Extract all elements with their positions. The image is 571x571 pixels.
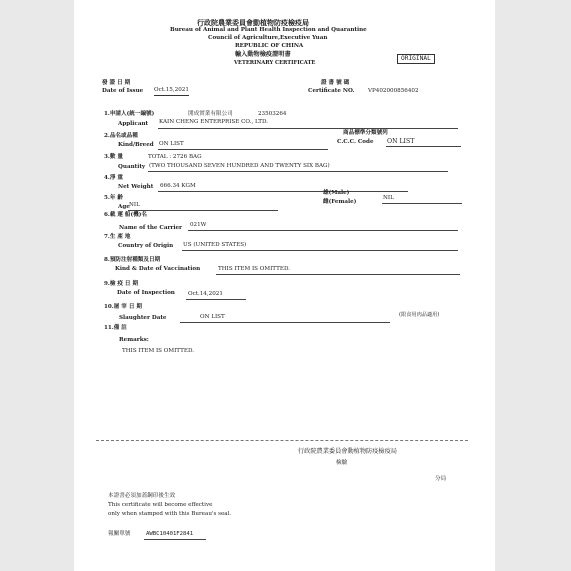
weight-underline	[158, 191, 408, 192]
slaughter-underline	[180, 322, 390, 323]
weight-value: 666.34 KGM	[160, 183, 196, 189]
footer-branch: 分局	[435, 476, 447, 482]
remarks-label-en: Remarks:	[119, 337, 149, 343]
declaration-number: AWBC10401F2841	[146, 531, 194, 537]
quantity-words: (TWO THOUSAND SEVEN HUNDRED AND TWENTY SIX BAG)	[149, 163, 330, 169]
age-underline	[128, 210, 278, 211]
footer-bureau-zh: 行政院農業委員會動植物防疫檢疫局	[298, 448, 397, 455]
kind-label-en: Kind/Breed	[118, 142, 154, 148]
quantity-label-zh: 3.數 量	[104, 154, 123, 160]
kind-value: ON LIST	[159, 141, 184, 147]
kind-underline	[158, 149, 328, 150]
certificate-title-en: VETERINARY CERTIFICATE	[234, 60, 316, 66]
weight-label-en: Net Weight	[118, 184, 154, 190]
ccc-label-zh: 商品標準分類號列	[343, 130, 388, 136]
applicant-id: 23503264	[258, 111, 287, 117]
inspection-label-en: Date of Inspection	[117, 290, 175, 296]
ccc-label-en: C.C.C. Code	[337, 139, 374, 145]
issue-date-label-en: Date of Issue	[102, 88, 144, 94]
origin-label-zh: 7.生 產 地	[104, 234, 131, 240]
slaughter-note: (限食用肉品適用)	[399, 312, 440, 318]
declaration-underline	[144, 539, 206, 540]
applicant-label-zh: 1.申請人(統一編號)	[104, 111, 155, 117]
footer-divider	[96, 440, 468, 441]
original-stamp: ORIGINAL	[397, 54, 435, 64]
effective-note-zh: 本證書必須加蓋鋼印後生效	[108, 493, 176, 499]
slaughter-label-zh: 10.屠 宰 日 期	[104, 304, 142, 310]
certificate-page	[74, 0, 495, 571]
inspection-label-zh: 9.檢 疫 日 期	[104, 281, 139, 287]
inspection-underline	[186, 299, 246, 300]
kind-label-zh: 2.品名或品種	[104, 133, 138, 139]
inspection-value: Oct.14,2021	[188, 291, 223, 297]
cert-no-label-en: Certificate NO.	[308, 88, 355, 94]
vaccination-label-en: Kind & Date of Vaccination	[115, 266, 201, 272]
vaccination-underline	[216, 274, 460, 275]
effective-note-en-2: only when stamped with this Bureau's seal.	[108, 511, 232, 517]
carrier-value: 021W	[190, 222, 207, 228]
slaughter-value: ON LIST	[200, 314, 225, 320]
male-label: 雄(Male)	[323, 190, 350, 196]
applicant-name-zh: 開成實業有限公司	[188, 111, 233, 117]
age-label-en: Age	[118, 204, 130, 210]
ccc-underline	[386, 146, 461, 147]
applicant-underline	[158, 128, 458, 129]
remarks-value: THIS ITEM IS OMITTED.	[122, 348, 195, 354]
carrier-underline	[188, 230, 458, 231]
issue-date-label-zh: 發 證 日 期	[102, 80, 131, 86]
carrier-label-en: Name of the Carrier	[119, 225, 183, 231]
vaccination-label-zh: 8.預防注射種類及日期	[104, 257, 161, 263]
applicant-value: KAIN CHENG ENTERPRISE CO., LTD.	[159, 119, 269, 125]
declaration-label: 報關單號	[108, 531, 131, 537]
cert-no-label-zh: 證 書 號 碼	[321, 80, 350, 86]
quantity-underline	[148, 171, 448, 172]
female-label: 雌(Female)	[323, 199, 357, 205]
bureau-title-zh: 行政院農業委員會動植物防疫檢疫局	[197, 18, 309, 27]
sex-underline	[382, 203, 462, 204]
certificate-title-zh: 輸入動物檢疫證明書	[235, 51, 291, 58]
footer-inspector: 檢驗	[336, 460, 348, 466]
slaughter-label-en: Slaughter Date	[119, 315, 167, 321]
bureau-title-en-1: Bureau of Animal and Plant Health Inspection and Quarantine	[170, 27, 367, 33]
ccc-value: ON LIST	[387, 138, 415, 145]
quantity-total: TOTAL : 2726 BAG	[148, 154, 202, 160]
country-name: REPUBLIC OF CHINA	[235, 43, 304, 49]
origin-label-en: Country of Origin	[118, 243, 174, 249]
applicant-label-en: Applicant	[118, 121, 149, 127]
bureau-title-en-2: Council of Agriculture,Executive Yuan	[208, 35, 328, 41]
age-value: NIL	[129, 202, 140, 208]
cert-no-value: VP402000856402	[368, 88, 419, 94]
age-label-zh: 5.年 齡	[104, 195, 123, 201]
effective-note-en-1: This certificate will become effective	[108, 502, 213, 508]
origin-value: US (UNITED STATES)	[183, 242, 247, 248]
carrier-label-zh: 6.載 運 船(機)名	[104, 212, 147, 218]
vaccination-value: THIS ITEM IS OMITTED.	[218, 266, 291, 272]
origin-underline	[182, 250, 458, 251]
quantity-label-en: Quantity	[118, 164, 146, 170]
sex-value: NIL	[383, 195, 394, 201]
issue-date-value: Oct.15,2021	[154, 88, 189, 96]
remarks-label-zh: 11.備 註	[104, 325, 127, 331]
weight-label-zh: 4.淨 重	[104, 175, 123, 181]
